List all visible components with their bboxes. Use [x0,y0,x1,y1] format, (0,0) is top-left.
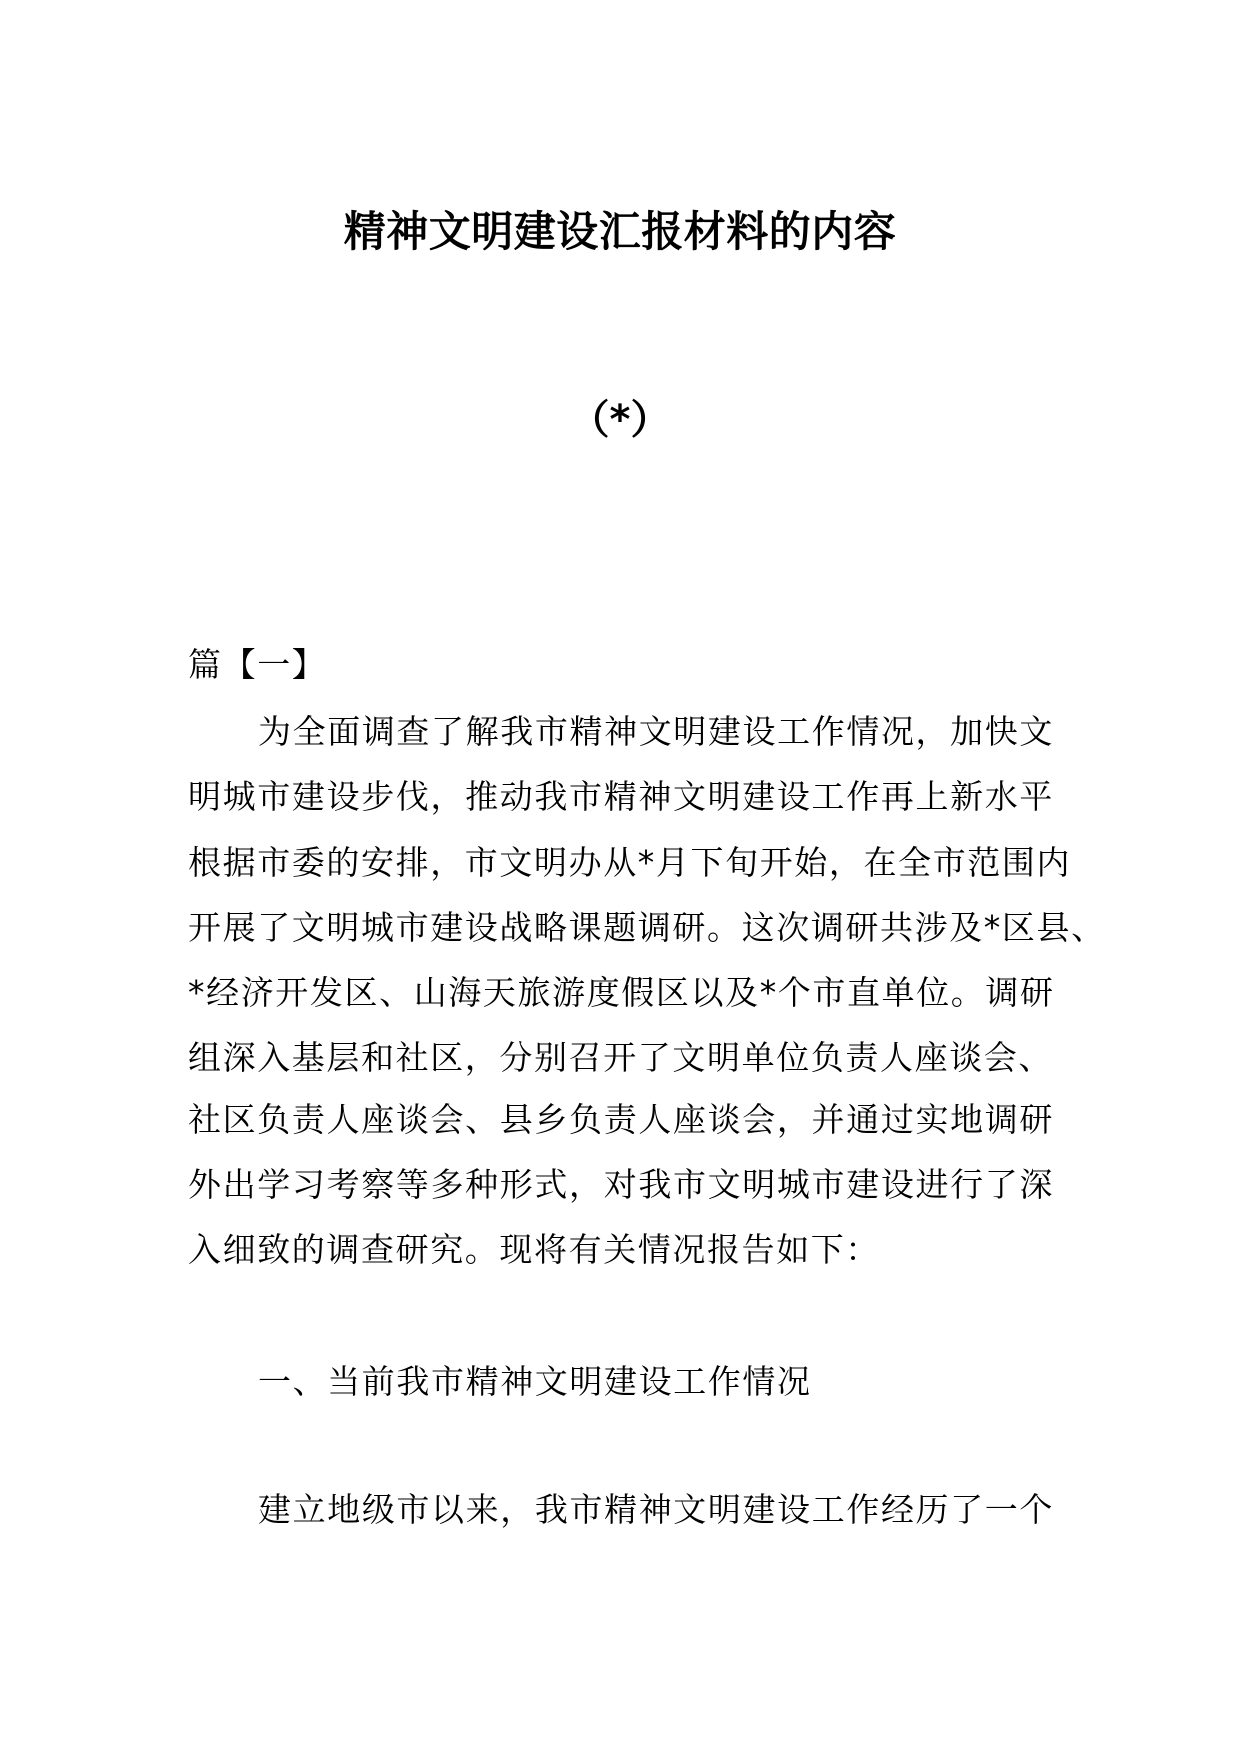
section-heading: 一、当前我市精神文明建设工作情况 [258,1362,812,1401]
document-subtitle: （*） [569,397,671,443]
paragraph-line: 外出学习考察等多种形式，对我市文明城市建设进行了深 [188,1165,1054,1204]
paragraph-line: 入细致的调查研究。现将有关情况报告如下： [188,1230,880,1269]
paragraph-line: 社区负责人座谈会、县乡负责人座谈会，并通过实地调研 [188,1100,1054,1139]
paragraph-line: 开展了文明城市建设战略课题调研。这次调研共涉及*区县、 [188,908,1106,947]
paragraph-line: 明城市建设步伐，推动我市精神文明建设工作再上新水平 [188,777,1054,816]
document-title: 精神文明建设汇报材料的内容 [343,207,897,256]
paragraph-line: 为全面调查了解我市精神文明建设工作情况，加快文 [258,712,1054,751]
paragraph-line: 建立地级市以来，我市精神文明建设工作经历了一个 [258,1490,1054,1529]
paragraph-line: 根据市委的安排，市文明办从*月下旬开始，在全市范围内 [188,843,1072,882]
paragraph-line: 组深入基层和社区，分别召开了文明单位负责人座谈会、 [188,1038,1053,1077]
paragraph-line: *经济开发区、山海天旅游度假区以及*个市直单位。调研 [188,973,1055,1012]
part-label: 篇【一】 [188,645,327,684]
